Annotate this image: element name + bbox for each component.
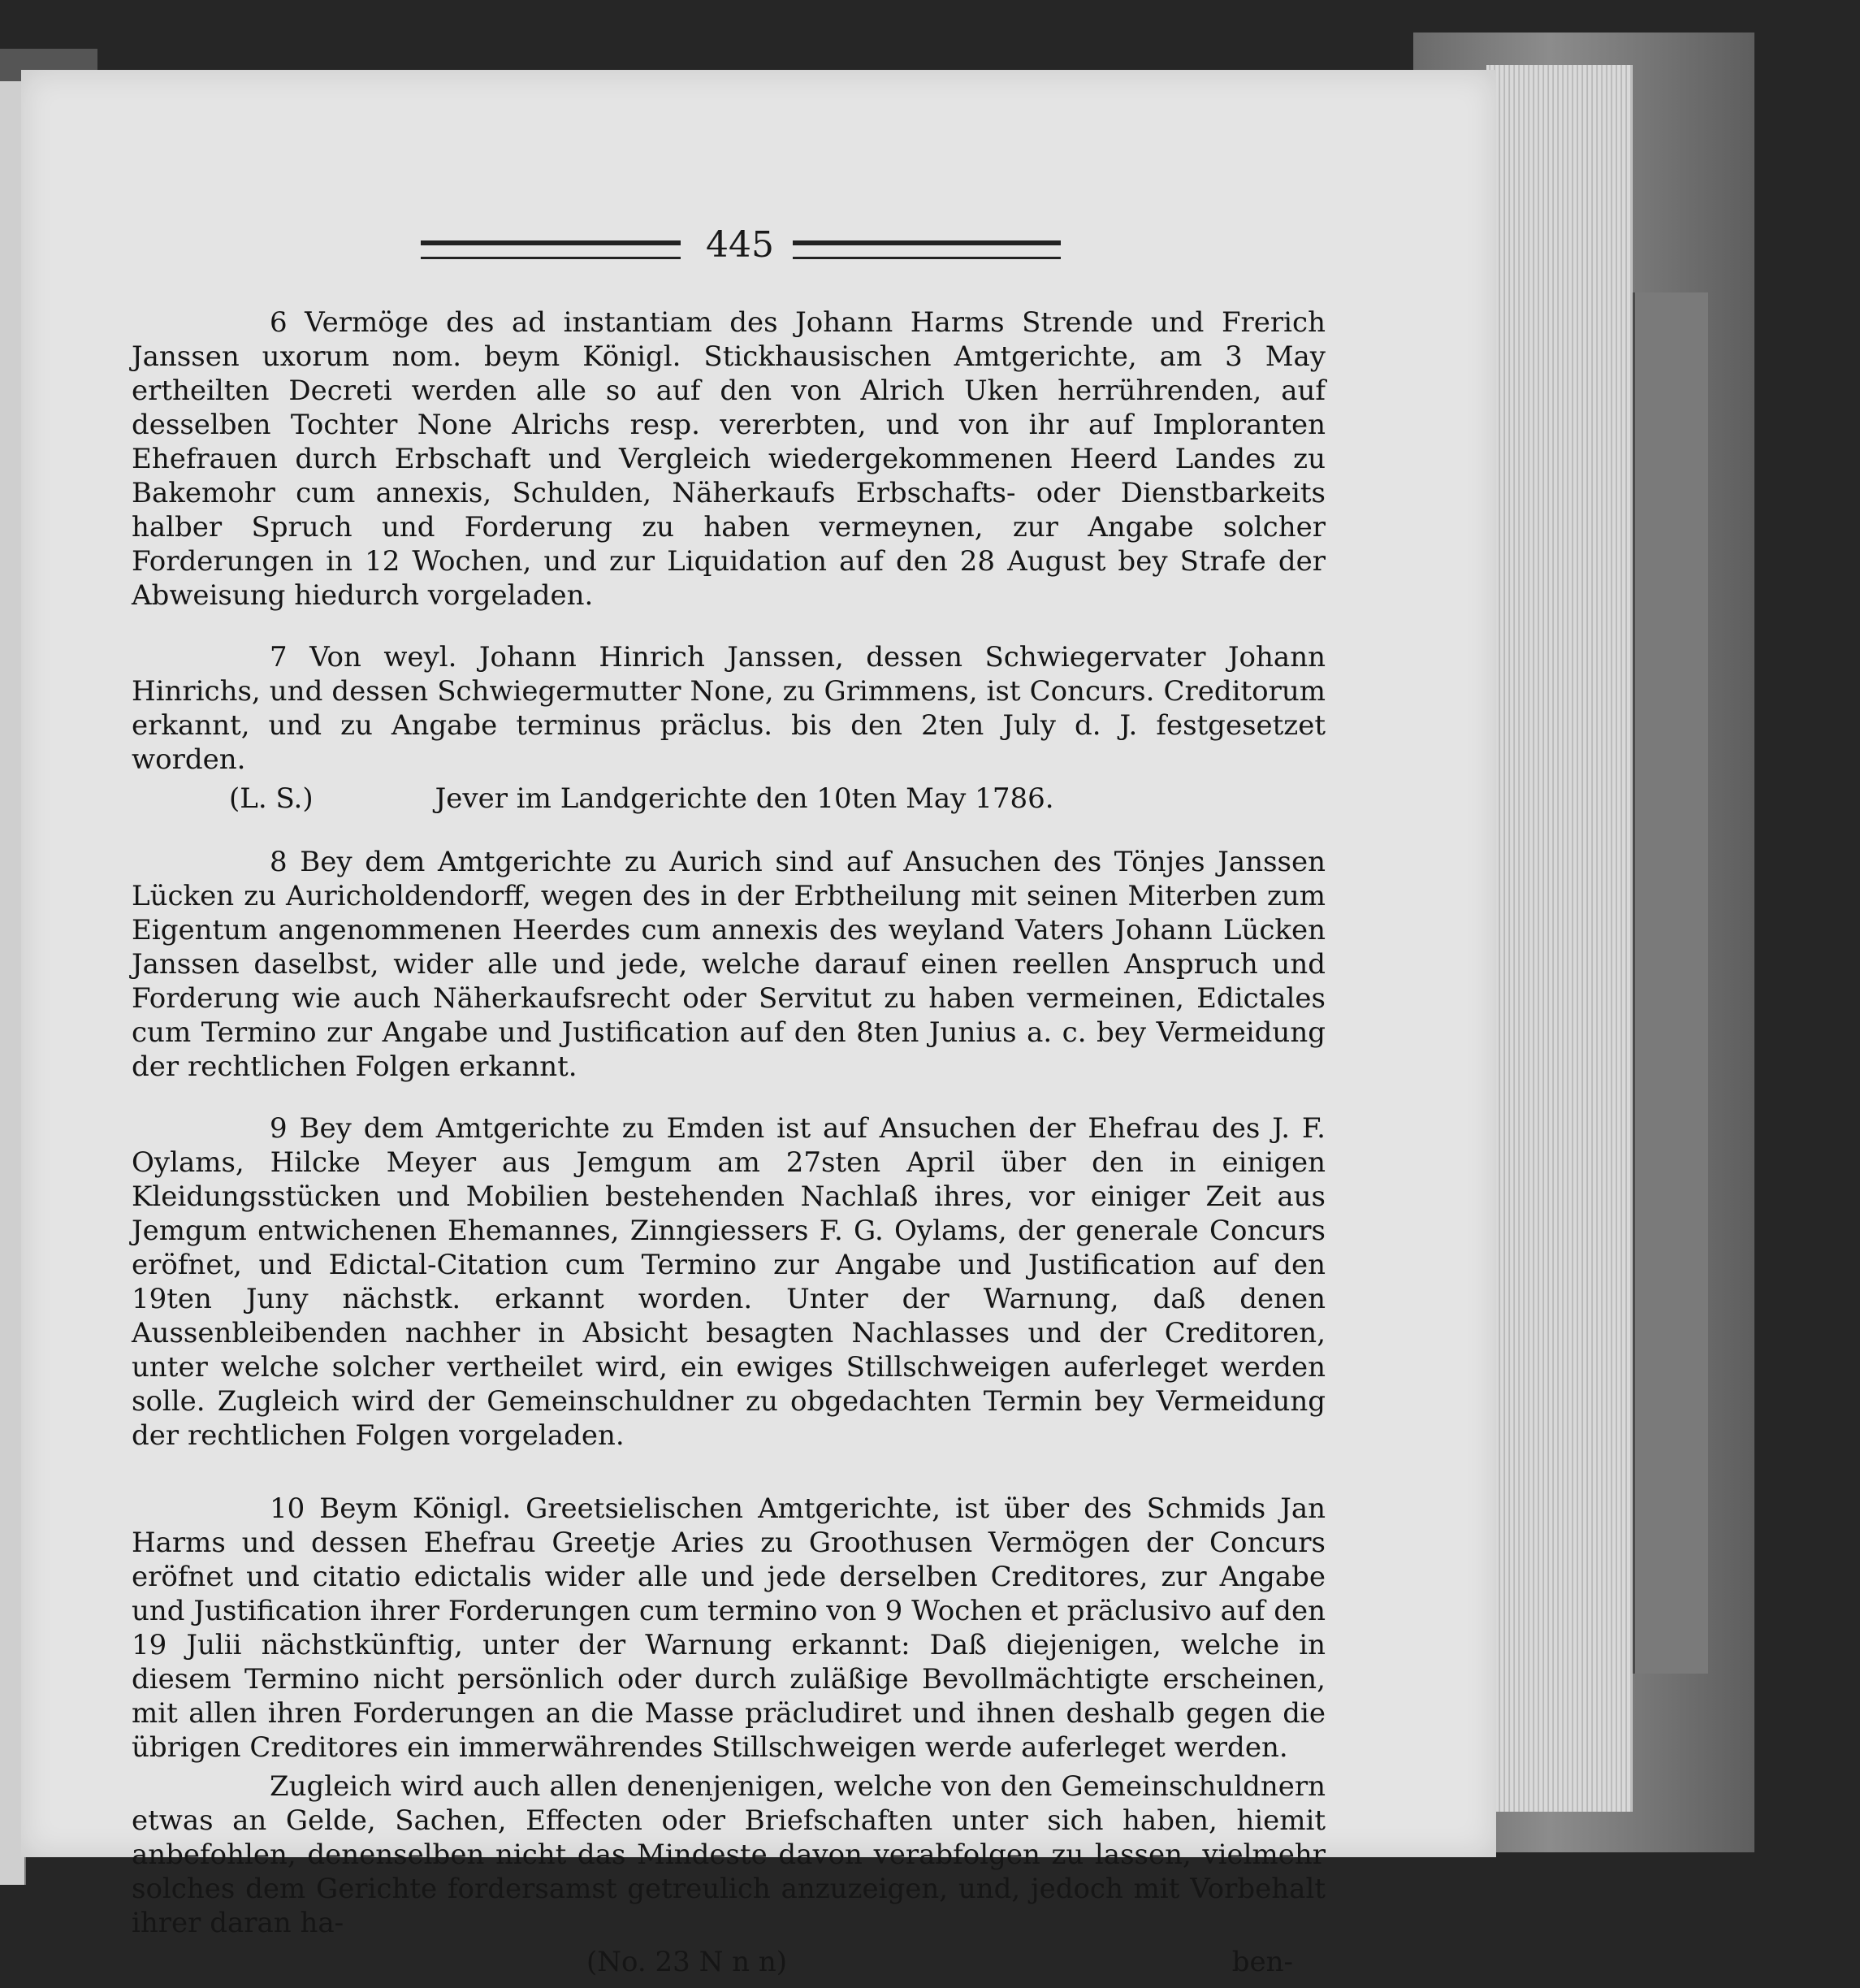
paragraph-10: 10 Beym Königl. Greetsielischen Amtgerichte, ist über des Schmids Jan Harms und dessen Ehefrau Greetje Aries zu Groothusen Vermögen der Concurs eröfnet und citatio edictalis wider alle und jede derselben Creditores, zur Angabe und Justification ihrer Forderungen cum termino von 9 Wochen et präclusivo auf den 19 Julii nächstkünftig, unter der Warnung erkannt: Daß diejenigen, welche in diesem Termino nicht persönlich oder durch zuläßige Bevollmächtigte erscheinen, mit allen ihren Forderungen an die Masse präcludiret und ihnen deshalb gegen die übrigen Creditores ein immerwährendes Stillschweigen werde auferleget werden. xyxy=(132,1492,1326,1764)
header-rule-right xyxy=(793,240,1061,259)
paragraph-7: 7 Von weyl. Johann Hinrich Janssen, dessen Schwiegervater Johann Hinrichs, und dessen Schwiegermutter None, zu Grimmens, ist Concurs. Creditorum erkannt, und zu Angabe terminus präclus. bis den 2ten July d. J. festgesetzet worden. xyxy=(132,641,1326,776)
paragraph-8: 8 Bey dem Amtgerichte zu Aurich sind auf Ansuchen des Tönjes Janssen Lücken zu Auricholdendorff, wegen des in der Erbtheilung mit seinen Miterben zum Eigentum angenommenen Heerdes cum annexis des weyland Vaters Johann Lücken Janssen daselbst, wider alle und jede, welche darauf einen reellen Anspruch und Forderung wie auch Näherkaufsrecht oder Servitut zu haben vermeinen, Edictales cum Termino zur Angabe und Justification auf den 8ten Junius a. c. bey Vermeidung der rechtlichen Folgen erkannt. xyxy=(132,846,1326,1083)
page-edges xyxy=(1486,65,1633,1812)
page-footer xyxy=(132,1945,1326,1981)
book-cover-board xyxy=(1633,292,1708,1674)
seal-mark: (L. S.) xyxy=(229,782,314,815)
signature-mark: (No. 23 N n n) xyxy=(586,1946,787,1978)
catchword: ben- xyxy=(1231,1946,1293,1978)
paragraph-6: 6 Vermöge des ad instantiam des Johann Harms Strende und Frerich Janssen uxorum nom. beym Königl. Stickhausischen Amtgerichte, am 3 May ertheilten Decreti werden alle so auf den von Alrich Uken herrührenden, auf desselben Tochter None Alrichs resp. vererbten, und von ihr auf Imploranten Ehefrauen durch Erbschaft und Vergleich wiedergekommenen Heerd Landes zu Bakemohr cum annexis, Schulden, Näherkaufs Erbschafts- oder Dienstbarkeits halber Spruch und Forderung zu haben vermeynen, zur Angabe solcher Forderungen in 12 Wochen, und zur Liquidation auf den 28 August bey Strafe der Abweisung hiedurch vorgeladen. xyxy=(132,306,1326,612)
page-number: 445 xyxy=(706,224,774,266)
page-header xyxy=(21,224,1496,278)
dateline: Jever im Landgerichte den 10ten May 1786. xyxy=(435,782,1054,815)
paragraph-9: 9 Bey dem Amtgerichte zu Emden ist auf Ansuchen der Ehefrau des J. F. Oylams, Hilcke Meyer aus Jemgum am 27sten April über den in einigen Kleidungsstücken und Mobilien bestehenden Nachlaß ihres, vor einiger Zeit aus Jemgum entwichenen Ehemannes, Zinngiessers F. G. Oylams, der generale Concurs eröfnet, und Edictal-Citation cum Termino zur Angabe und Justification auf den 19ten Juny nächstk. erkannt worden. Unter der Warnung, daß denen Aussenbleibenden nachher in Absicht besagten Nachlasses und der Creditoren, unter welche solcher vertheilet wird, ein ewiges Stillschweigen auferleget werden solle. Zugleich wird der Gemeinschuldner zu obgedachten Termin bey Vermeidung der rechtlichen Folgen vorgeladen. xyxy=(132,1112,1326,1452)
page-body xyxy=(132,305,1326,1981)
book-page xyxy=(21,70,1496,1978)
header-rule-left xyxy=(421,240,681,259)
seal-dateline xyxy=(132,782,1326,816)
paragraph-10-continued: Zugleich wird auch allen denenjenigen, welche von den Gemeinschuldnern etwas an Gelde, Sachen, Effecten oder Briefschaften unter sich haben, hiemit anbefohlen, denenselben nicht das Mindeste davon verabfolgen zu lassen, vielmehr solches dem Gerichte fordersamst getreulich anzuzeigen, und, jedoch mit Vorbehalt ihrer daran ha- xyxy=(132,1770,1326,1939)
